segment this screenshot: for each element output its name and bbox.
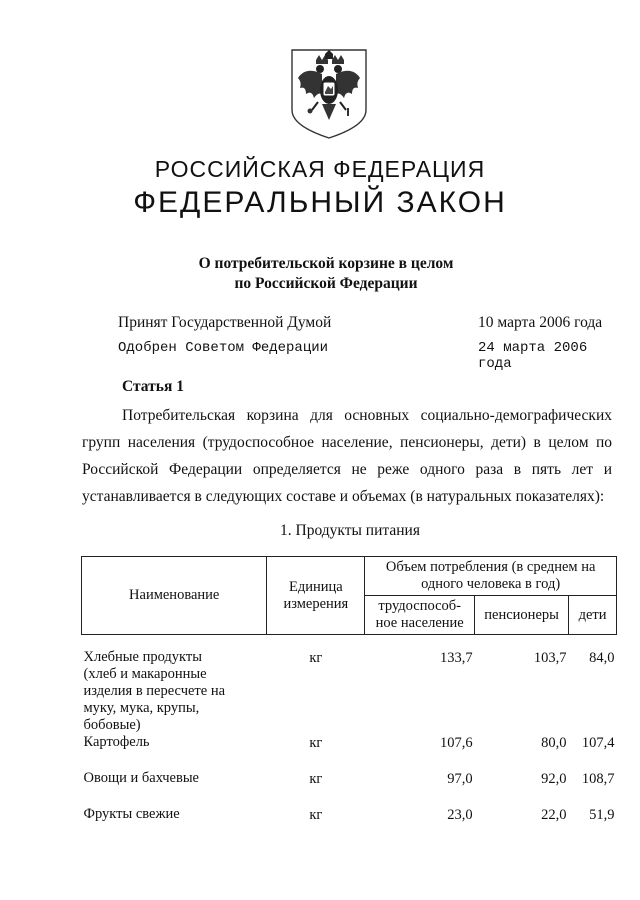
row-pensioners: 22,0 — [541, 807, 567, 823]
row-unit: кг — [309, 771, 323, 787]
law-title-line-1: О потребительской корзине в целом — [198, 255, 454, 272]
country-heading: РОССИЙСКАЯ ФЕДЕРАЦИЯ — [154, 156, 486, 182]
table-row — [82, 770, 617, 806]
table-row — [82, 734, 617, 770]
row-name: Картофель — [83, 734, 150, 750]
header-name: Наименование — [82, 557, 267, 635]
header-working-population: трудоспособ- ное население — [365, 596, 475, 635]
row-pensioners: 80,0 — [541, 735, 567, 751]
row-unit: кг — [309, 735, 323, 751]
table-row — [82, 806, 617, 842]
article-heading: Статья 1 — [122, 378, 184, 395]
row-unit: кг — [309, 807, 323, 823]
adoption-label: Принят Государственной Думой — [118, 314, 332, 331]
double-headed-eagle-icon — [288, 48, 370, 140]
row-working: 133,7 — [440, 650, 473, 666]
state-emblem — [288, 48, 370, 140]
row-working: 97,0 — [447, 771, 473, 787]
approval-date: 24 марта 2006 года — [478, 340, 588, 372]
section-title: 1. Продукты питания — [280, 522, 420, 539]
header-pensioners: пенсионеры — [475, 596, 569, 635]
article-text: Потребительская корзина для основных социально-демографических групп населения (трудоспособное население, пенсионеры, дети) в целом по Российской Федерации определяется не реже одного раза в пять лет и устанавливается в следующих составе и объемах (в натуральных показателях): — [82, 407, 612, 505]
row-name: Фрукты свежие — [83, 806, 180, 822]
adoption-date: 10 марта 2006 года — [478, 314, 603, 331]
row-unit: кг — [309, 650, 323, 666]
document-type-heading: ФЕДЕРАЛЬНЫЙ ЗАКОН — [133, 186, 507, 219]
law-title-line-2: по Российской Федерации — [234, 275, 418, 292]
row-working: 23,0 — [447, 807, 473, 823]
header-unit: Единица измерения — [267, 557, 365, 635]
row-name: Хлебные продукты (хлеб и макаронные изделия в пересчете на муку, мука, крупы, бобовые) — [83, 649, 226, 733]
adoption-row-council — [118, 340, 618, 372]
adoption-row-duma — [118, 314, 618, 332]
row-pensioners: 103,7 — [533, 650, 567, 666]
consumption-table — [81, 556, 617, 842]
row-children: 84,0 — [589, 650, 615, 666]
row-children: 107,4 — [581, 735, 615, 751]
approval-label: Одобрен Советом Федерации — [118, 340, 329, 356]
row-pensioners: 92,0 — [541, 771, 567, 787]
row-children: 108,7 — [581, 771, 615, 787]
row-name: Овощи и бахчевые — [83, 770, 199, 786]
table-row — [82, 649, 617, 734]
header-volume: Объем потребления (в среднем на одного человека в год) — [365, 557, 617, 596]
header-children: дети — [569, 596, 617, 635]
row-working: 107,6 — [440, 735, 473, 751]
row-children: 51,9 — [589, 807, 615, 823]
law-title — [0, 254, 640, 294]
